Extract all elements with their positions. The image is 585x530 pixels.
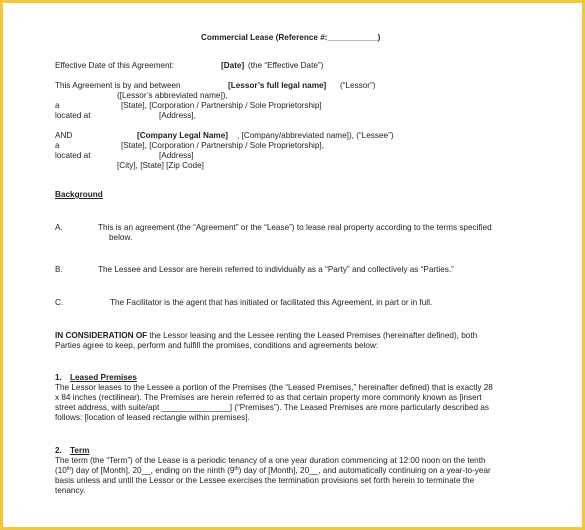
lessor-abbrev: ([Lessor’s abbreviated name]), (117, 91, 228, 100)
lessee-located: located at (55, 151, 91, 160)
ordinal-superscript: th (66, 466, 72, 472)
lessee-and: AND (55, 131, 73, 140)
background-heading: Background (55, 190, 103, 199)
section-2-number: 2. (55, 446, 62, 455)
effective-date-suffix: (the “Effective Date”) (248, 61, 324, 70)
effective-date-value: [Date] (221, 61, 245, 70)
lessor-name-suffix: (“Lessor”) (340, 81, 376, 90)
background-item-letter: B. (55, 265, 63, 274)
section-2-heading: Term (70, 446, 90, 455)
section-2-line: basis unless and until the Lessor or the Lessee exercises the termination provisions set forth herein to terminate the (55, 476, 475, 485)
background-item-text: The Lessee and Lessor are herein referred to individually as a “Party” and collectively as “Parties.” (98, 265, 454, 274)
consideration-line2: Parties agree to keep, perform and fulfill the promises, conditions and agreements below: (55, 341, 379, 350)
lessee-a: a (55, 141, 60, 150)
lessee-city: [City], [State] [Zip Code] (117, 161, 204, 170)
lessor-address: [Address], (159, 111, 196, 120)
section-1-number: 1. (55, 373, 62, 382)
section-2-text: (10 (55, 466, 67, 475)
consideration-paragraph (55, 331, 477, 341)
section-2-line: tenancy. (55, 486, 86, 495)
lessee-address: [Address] (159, 151, 194, 160)
lessor-intro: This Agreement is by and between (55, 81, 181, 90)
section-1-heading: Leased Premises (70, 373, 137, 382)
lessor-a: a (55, 101, 60, 110)
lessee-entity: [State], [Corporation / Partnership / Sole Proprietorship], (121, 141, 324, 150)
section-1-line: The Lessor leases to the Lessee a portion of the Premises (the “Leased Premises,” hereinafter defined) that is exactly 28 (55, 383, 493, 392)
section-1-line: follows: [location of leased rectangle within premises]. (55, 413, 250, 422)
background-item-letter: C. (55, 298, 64, 307)
section-2-text: ) day of [Month], 20__, and automatically continuing on a year-to-year (238, 466, 491, 475)
background-item-text: The Facilitator is the agent that has initiated or facilitated this Agreement, in part or in full. (110, 298, 433, 307)
lessee-name-suffix: , [Company/abbreviated name]), (“Lessee”) (237, 131, 394, 140)
section-2-line (55, 466, 491, 476)
section-2-text: ) day of [Month], 20__, ending on the ninth (9 (71, 466, 235, 475)
lessor-located: located at (55, 111, 91, 120)
section-1-line: x 84 inches (rectilinear). The Premises are herein referred to as that certain property more commonly known as [insert (55, 393, 482, 402)
background-item-text-cont: below. (109, 233, 133, 242)
lessee-name: [Company Legal Name] (137, 131, 228, 140)
document-title: Commercial Lease (Reference #:___________) (201, 33, 381, 42)
background-item-text: This is an agreement (the “Agreement” or the “Lease”) to lease real property according to the terms specified (98, 223, 492, 232)
section-1-line: street address, with suite/apt _______________] (“Premises”). The Leased Premises are more particularly described as (55, 403, 490, 412)
consideration-line1: the Lessor leasing and the Lessee renting the Leased Premises (hereinafter defined), both (147, 331, 478, 340)
background-item-letter: A. (55, 223, 63, 232)
lessor-name: [Lessor’s full legal name] (228, 81, 327, 90)
consideration-lead: IN CONSIDERATION OF (55, 331, 148, 340)
lessor-entity: [State], [Corporation / Partnership / Sole Proprietorship] (121, 101, 322, 110)
ordinal-superscript: th (234, 466, 239, 472)
section-2-line: The term (the “Term”) of the Lease is a periodic tenancy of a one year duration commencing at 12:00 noon on the tenth (55, 456, 486, 465)
effective-date-label: Effective Date of this Agreement: (55, 61, 175, 70)
